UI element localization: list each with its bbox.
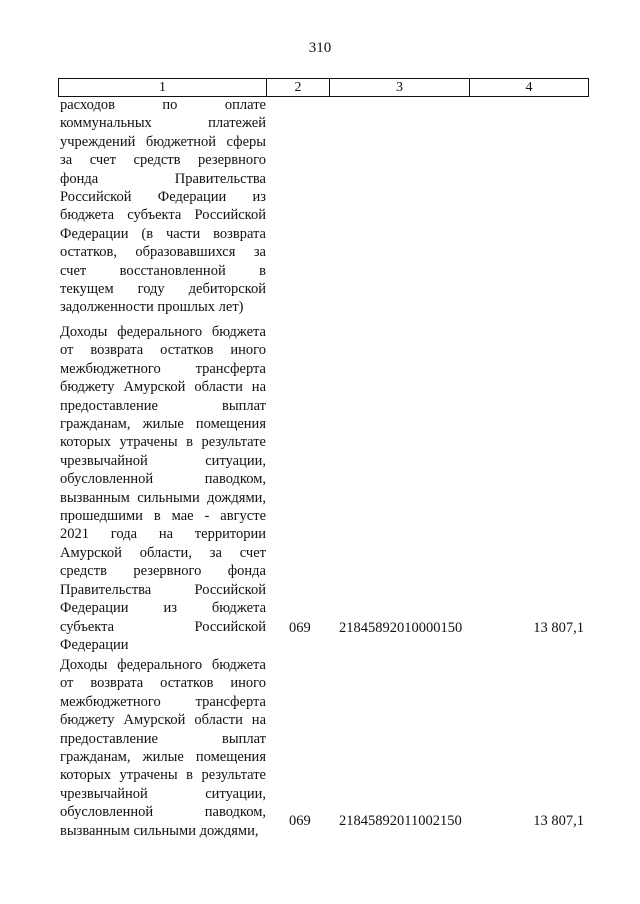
- header-col-4: 4: [525, 80, 533, 95]
- description-line: коммунальных платежей: [60, 115, 266, 132]
- description-line: бюджету Амурской области на: [60, 712, 266, 729]
- table-header-row: [58, 78, 589, 97]
- header-col-2: 2: [267, 79, 330, 96]
- description-line: которых утрачены в результате: [60, 434, 266, 451]
- description-line: фонда Правительства: [60, 170, 266, 187]
- description-line: Российской Федерации из: [60, 189, 266, 206]
- entry-description: [60, 96, 266, 317]
- description-line: гражданам, жилые помещения: [60, 749, 266, 766]
- description-line: Федерации: [60, 636, 129, 653]
- description-line: Федерации из бюджета: [60, 600, 266, 617]
- entry-kbk: 21845892010000150: [339, 620, 463, 636]
- description-line: вызванным сильными дождями,: [60, 489, 266, 506]
- description-line: межбюджетного трансферта: [60, 360, 266, 377]
- description-line: чрезвычайной ситуации,: [60, 785, 266, 802]
- description-line: счет восстановленной в: [60, 262, 266, 279]
- description-line: от возврата остатков иного: [60, 675, 266, 692]
- description-line: вызванным сильными дождями,: [60, 822, 259, 839]
- header-col-3: 3: [330, 79, 470, 96]
- description-line: 2021 года на территории: [60, 526, 266, 543]
- entry-amount: 13 807,1: [533, 813, 584, 829]
- description-line: средств резервного фонда: [60, 563, 266, 580]
- description-line: Правительства Российской: [60, 581, 266, 598]
- entry-code: 069: [289, 813, 311, 829]
- entry-amount: 13 807,1: [533, 620, 584, 636]
- description-line: предоставление выплат: [60, 730, 266, 747]
- description-line: текущем году дебиторской: [60, 281, 266, 298]
- description-line: прошедшими в мае - августе: [60, 508, 266, 525]
- description-line: обусловленной паводком,: [60, 471, 266, 488]
- description-line: Доходы федерального бюджета: [60, 657, 266, 673]
- entry-description: [60, 656, 266, 840]
- description-line: предоставление выплат: [60, 397, 266, 414]
- description-line: от возврата остатков иного: [60, 342, 266, 359]
- description-line: задолженности прошлых лет): [60, 299, 244, 316]
- page-number: 310: [308, 40, 332, 56]
- description-line: чрезвычайной ситуации,: [60, 452, 266, 469]
- description-line: бюджета субъекта Российской: [60, 207, 266, 224]
- description-line: обусловленной паводком,: [60, 804, 266, 821]
- description-line: которых утрачены в результате: [60, 767, 266, 784]
- description-line: Амурской области, за счет: [60, 544, 266, 561]
- description-line: расходов по оплате: [60, 97, 266, 113]
- description-line: субъекта Российской: [60, 618, 266, 635]
- description-line: Федерации (в части возврата: [60, 225, 266, 242]
- header-col-1: 1: [59, 79, 267, 96]
- entry-description: [60, 323, 266, 654]
- description-line: остатков, образовавшихся за: [60, 244, 266, 261]
- description-line: межбюджетного трансферта: [60, 693, 266, 710]
- entry-kbk: 21845892011002150: [339, 813, 462, 829]
- entry-code: 069: [289, 620, 311, 636]
- description-line: бюджету Амурской области на: [60, 379, 266, 396]
- description-line: за счет средств резервного: [60, 152, 266, 169]
- description-line: Доходы федерального бюджета: [60, 324, 266, 340]
- description-line: учреждений бюджетной сферы: [60, 133, 266, 150]
- description-line: гражданам, жилые помещения: [60, 416, 266, 433]
